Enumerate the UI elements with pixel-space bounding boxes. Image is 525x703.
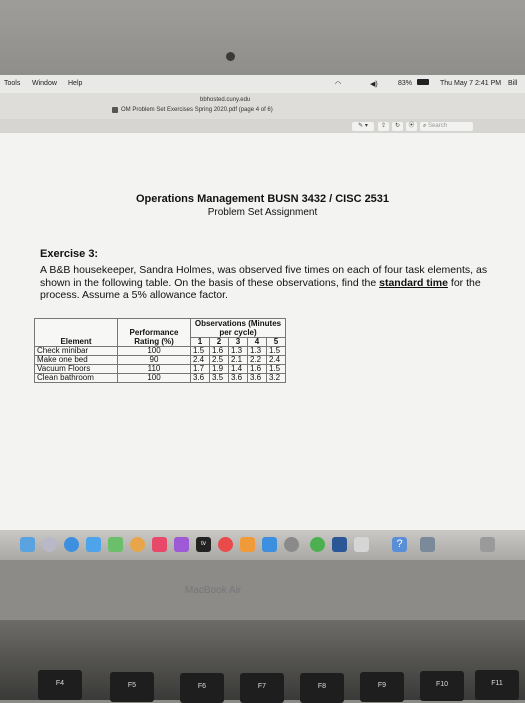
key-f8[interactable]: F8 [300, 673, 344, 703]
obs-cell: 1.3 [229, 347, 248, 356]
window-host: bbhosted.cuny.edu [200, 97, 251, 103]
toolbar [0, 119, 525, 133]
markup-button[interactable]: ✎ ▾ [352, 122, 374, 131]
element-cell: Vacuum Floors [35, 365, 118, 374]
battery-icon [417, 79, 429, 85]
obs-col-header: 1 [191, 338, 210, 347]
launchpad-icon[interactable] [42, 537, 57, 552]
maps-icon[interactable] [108, 537, 123, 552]
obs-cell: 2.4 [191, 356, 210, 365]
wifi-icon[interactable]: ◠ [335, 81, 342, 88]
header-rating: Performance Rating (%) [118, 319, 191, 347]
obs-col-header: 2 [210, 338, 229, 347]
table-row [35, 374, 286, 383]
obs-cell: 1.5 [267, 365, 286, 374]
menu-item-tools[interactable]: Tools [4, 80, 21, 87]
exercise-text [40, 264, 490, 302]
menu-item-window[interactable]: Window [32, 80, 57, 87]
word-icon[interactable] [332, 537, 347, 552]
key-f11[interactable]: F11 [475, 670, 519, 700]
obs-col-header: 5 [267, 338, 286, 347]
element-cell: Check minibar [35, 347, 118, 356]
keyboard [0, 620, 525, 700]
battery-percent[interactable]: 83% [398, 80, 413, 87]
appstore-icon[interactable] [262, 537, 277, 552]
laptop-bezel-top [0, 0, 525, 75]
menu-bar [0, 75, 525, 93]
page-subtitle: Problem Set Assignment [207, 207, 318, 218]
obs-cell: 3.6 [248, 374, 267, 383]
rating-cell: 90 [118, 356, 191, 365]
key-f5[interactable]: F5 [110, 672, 154, 702]
window-titlebar [0, 93, 525, 119]
annotate-icon[interactable]: ⦿ [406, 122, 417, 131]
books-icon[interactable] [240, 537, 255, 552]
course-title: Operations Management BUSN 3432 / CISC 2531 [135, 193, 390, 205]
header-element: Element [35, 319, 118, 347]
menu-item-help[interactable]: Help [68, 80, 83, 87]
share-icon[interactable]: ⇪ [378, 122, 389, 131]
rotate-icon[interactable]: ↻ [392, 122, 403, 131]
chrome-icon[interactable] [310, 537, 325, 552]
search-placeholder: Search [428, 123, 448, 129]
obs-cell: 2.4 [267, 356, 286, 365]
observation-table [34, 318, 286, 383]
obs-cell: 1.5 [191, 347, 210, 356]
volume-icon[interactable]: ◀) [370, 81, 378, 88]
rating-cell: 100 [118, 374, 191, 383]
key-f7[interactable]: F7 [240, 673, 284, 703]
safari-icon[interactable] [64, 537, 79, 552]
downloads-icon[interactable] [420, 537, 435, 552]
search-input[interactable] [420, 122, 473, 131]
news-icon[interactable] [218, 537, 233, 552]
window-title: OM Problem Set Exercises Spring 2020.pdf (page 4 of 6) [121, 107, 273, 113]
search-icon: ⌕ [423, 123, 427, 129]
brand-label: MacBook Air [185, 585, 242, 596]
obs-cell: 1.4 [229, 365, 248, 374]
obs-col-header: 3 [229, 338, 248, 347]
header-observations: Observations (Minutes per cycle) [191, 319, 286, 338]
dock [0, 530, 525, 560]
paragraph-before: A B&B housekeeper, Sandra Holmes, was observed five times on each of four task elements, as shown in the following table. On the basis of these observations, find the [40, 264, 488, 289]
element-cell: Clean bathroom [35, 374, 118, 383]
obs-cell: 1.9 [210, 365, 229, 374]
photos-icon[interactable] [130, 537, 145, 552]
key-f4[interactable]: F4 [38, 670, 82, 700]
obs-cell: 1.3 [248, 347, 267, 356]
rating-cell: 100 [118, 347, 191, 356]
obs-cell: 1.6 [210, 347, 229, 356]
podcasts-icon[interactable] [174, 537, 189, 552]
obs-cell: 1.6 [248, 365, 267, 374]
music-icon[interactable] [152, 537, 167, 552]
paragraph-after: for the process. Assume a 5% allowance factor. [40, 276, 481, 301]
pdf-page [0, 133, 525, 530]
key-f10[interactable]: F10 [420, 671, 464, 701]
user-name[interactable]: Bill [508, 80, 518, 87]
preferences-icon[interactable] [284, 537, 299, 552]
exercise-heading: Exercise 3: [40, 248, 99, 260]
paragraph-bold: standard time [379, 276, 448, 289]
rating-cell: 110 [118, 365, 191, 374]
key-f6[interactable]: F6 [180, 673, 224, 703]
help-icon[interactable]: ? [392, 537, 407, 552]
obs-cell: 3.6 [191, 374, 210, 383]
key-f9[interactable]: F9 [360, 672, 404, 702]
preview-icon[interactable] [354, 537, 369, 552]
obs-cell: 1.7 [191, 365, 210, 374]
obs-cell: 2.5 [210, 356, 229, 365]
mail-icon[interactable] [86, 537, 101, 552]
tv-icon[interactable]: tv [196, 537, 211, 552]
obs-cell: 3.6 [229, 374, 248, 383]
obs-cell: 2.1 [229, 356, 248, 365]
finder-icon[interactable] [20, 537, 35, 552]
obs-col-header: 4 [248, 338, 267, 347]
laptop-bezel-bottom [0, 560, 525, 620]
clock[interactable]: Thu May 7 2:41 PM [440, 80, 502, 87]
obs-cell: 1.5 [267, 347, 286, 356]
element-cell: Make one bed [35, 356, 118, 365]
obs-cell: 3.5 [210, 374, 229, 383]
obs-cell: 3.2 [267, 374, 286, 383]
camera-icon [226, 52, 235, 61]
obs-cell: 2.2 [248, 356, 267, 365]
trash-icon[interactable] [480, 537, 495, 552]
pdf-icon [112, 107, 118, 113]
